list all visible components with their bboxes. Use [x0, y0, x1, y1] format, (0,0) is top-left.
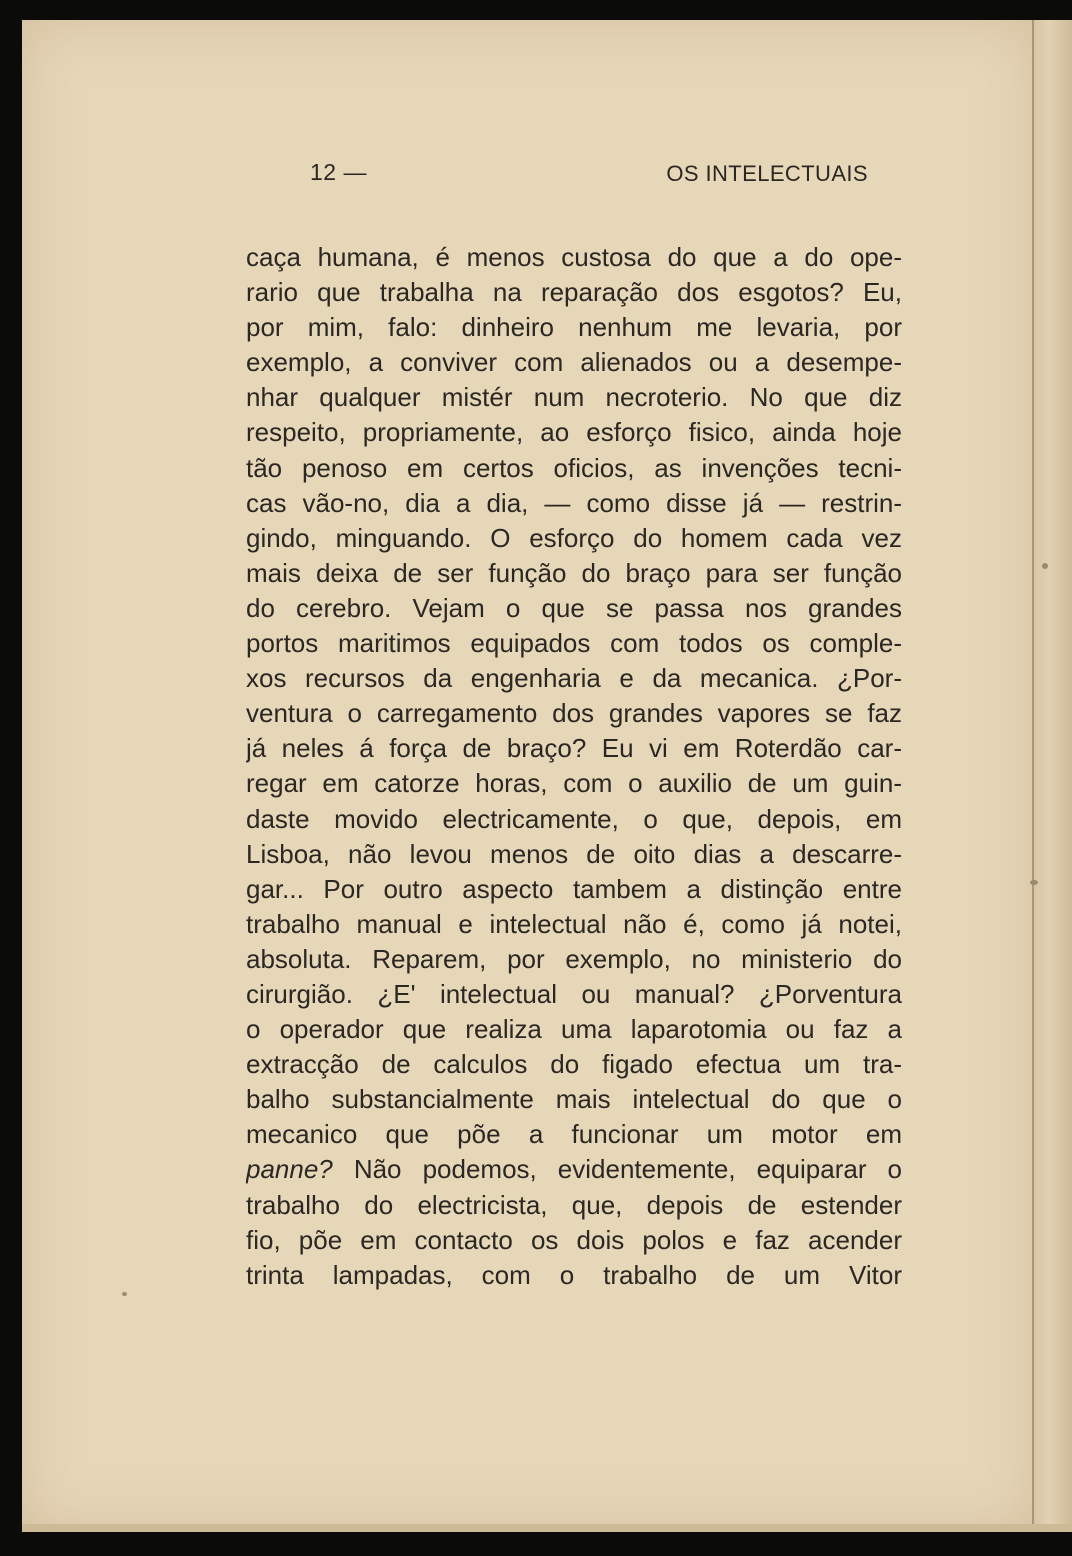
text-line: ventura o carregamento dos grandes vapores se faz [246, 698, 902, 729]
text-line: mecanico que põe a funcionar um motor em [246, 1119, 902, 1150]
text-line: respeito, propriamente, ao esforço fisico, ainda hoje [246, 417, 902, 448]
text-line: rario que trabalha na reparação dos esgotos? Eu, [246, 277, 902, 308]
text-line: cas vão-no, dia a dia, — como disse já — restrin- [246, 487, 902, 518]
text-line: caça humana, é menos custosa do que a do ope- [246, 242, 902, 272]
text-line: cirurgião. ¿E' intelectual ou manual? ¿Porventura [246, 978, 902, 1009]
text-line: trabalho do electricista, que, depois de estender [246, 1189, 902, 1220]
page-bottom-edge [22, 1524, 1072, 1532]
page-header [310, 155, 872, 195]
text-line-rest: Não podemos, evidentemente, equiparar o [332, 1154, 902, 1185]
text-line: fio, põe em contacto os dois polos e faz acender [246, 1224, 902, 1255]
text-line: o operador que realiza uma laparotomia ou faz a [246, 1014, 902, 1045]
text-line: xos recursos da engenharia e da mecanica. ¿Por- [246, 663, 902, 694]
text-line: absoluta. Reparem, por exemplo, no ministerio do [246, 943, 902, 974]
text-line: gindo, minguando. O esforço do homem cada vez [246, 522, 902, 553]
paper-speck [1030, 880, 1038, 885]
text-line: extracção de calculos do figado efectua um tra- [246, 1049, 902, 1080]
text-line: balho substancialmente mais intelectual do que o [246, 1084, 902, 1115]
text-line: nhar qualquer mistér num necroterio. No que diz [246, 382, 902, 413]
text-line: gar... Por outro aspecto tambem a distinção entre [246, 873, 902, 904]
text-line: Lisboa, não levou menos de oito dias a descarre- [246, 838, 902, 869]
text-line: do cerebro. Vejam o que se passa nos grandes [246, 592, 902, 623]
text-line: portos maritimos equipados com todos os comple- [246, 628, 902, 659]
text-line: trabalho manual e intelectual não é, como já notei, [246, 908, 902, 939]
adjacent-page-edge [1034, 20, 1072, 1530]
italic-word: panne? [246, 1154, 333, 1185]
page-body-text [246, 240, 902, 1293]
text-line: mais deixa de ser função do braço para ser função [246, 557, 902, 588]
text-line: trinta lampadas, com o trabalho de um Vitor [246, 1259, 902, 1290]
page-number: 12 — [310, 159, 367, 185]
text-line: daste movido electricamente, o que, depois, em [246, 803, 902, 834]
text-line: exemplo, a conviver com alienados ou a desempe- [246, 347, 902, 378]
text-line: tão penoso em certos oficios, as invenções tecni- [246, 452, 902, 483]
text-line-with-italic [246, 1152, 902, 1187]
text-line: por mim, falo: dinheiro nenhum me levaria, por [246, 312, 902, 343]
text-line: regar em catorze horas, com o auxilio de um guin- [246, 768, 902, 799]
paper-speck [1042, 563, 1048, 569]
paper-speck [122, 1292, 127, 1296]
text-line: já neles á força de braço? Eu vi em Roterdão car- [246, 733, 902, 764]
running-title: OS INTELECTUAIS [666, 161, 868, 186]
